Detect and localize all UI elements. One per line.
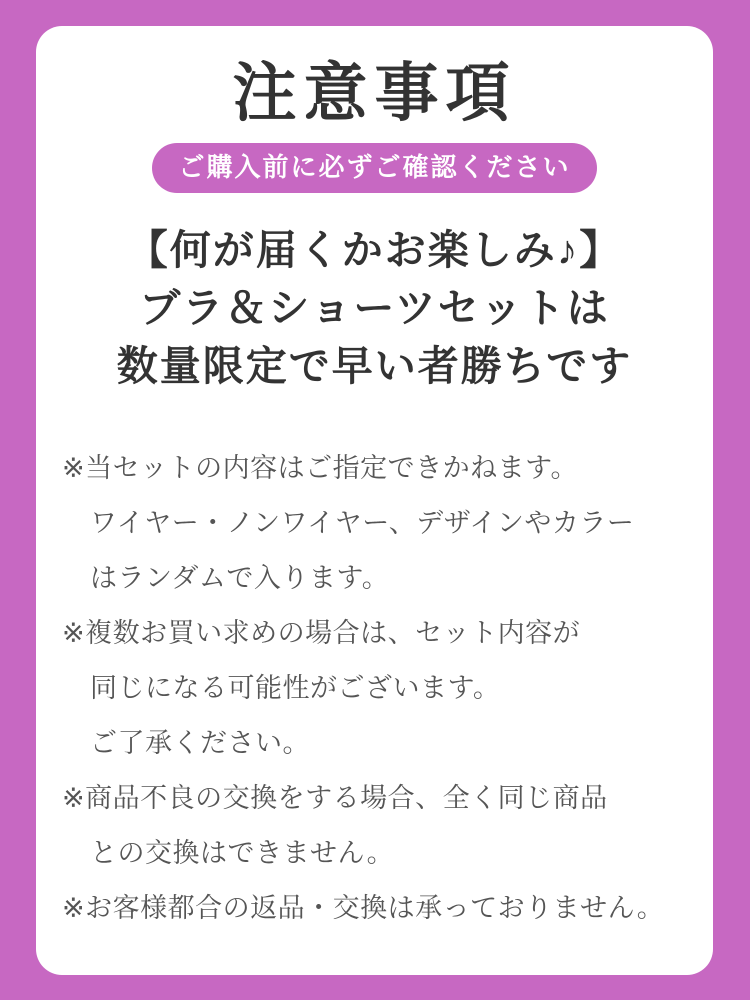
- heading-line: 【何が届くかお楽しみ♪】: [126, 227, 623, 274]
- note-item-defect-exchange: [62, 771, 693, 881]
- note-item-no-returns: [62, 881, 693, 936]
- note-line: ご了承ください。: [90, 728, 310, 759]
- note-line: 同じになる可能性がございます。: [90, 673, 501, 704]
- note-line: ※当セットの内容はご指定できかねます。: [62, 453, 578, 484]
- confirm-before-purchase-badge: ご購入前に必ずご確認ください: [152, 143, 596, 193]
- note-line: との交換はできません。: [90, 838, 395, 869]
- heading-line: 数量限定で早い者勝ちです: [116, 343, 633, 390]
- notes-list: [36, 441, 713, 936]
- note-item-multiple-purchase: [62, 606, 693, 771]
- note-line: ※複数お買い求めの場合は、セット内容が: [62, 618, 581, 649]
- note-line: ワイヤー・ノンワイヤー、デザインやカラー: [90, 508, 635, 539]
- note-line: ※商品不良の交換をする場合、全く同じ商品: [62, 783, 608, 814]
- note-item-set-contents: [62, 441, 693, 606]
- note-line: はランダムで入ります。: [90, 563, 390, 594]
- notice-card: [36, 26, 713, 975]
- page-title: 注意事項: [232, 57, 517, 129]
- product-heading: [117, 221, 633, 395]
- note-line: ※お客様都合の返品・交換は承っておりません。: [62, 893, 665, 924]
- heading-line: ブラ＆ショーツセットは: [139, 285, 610, 332]
